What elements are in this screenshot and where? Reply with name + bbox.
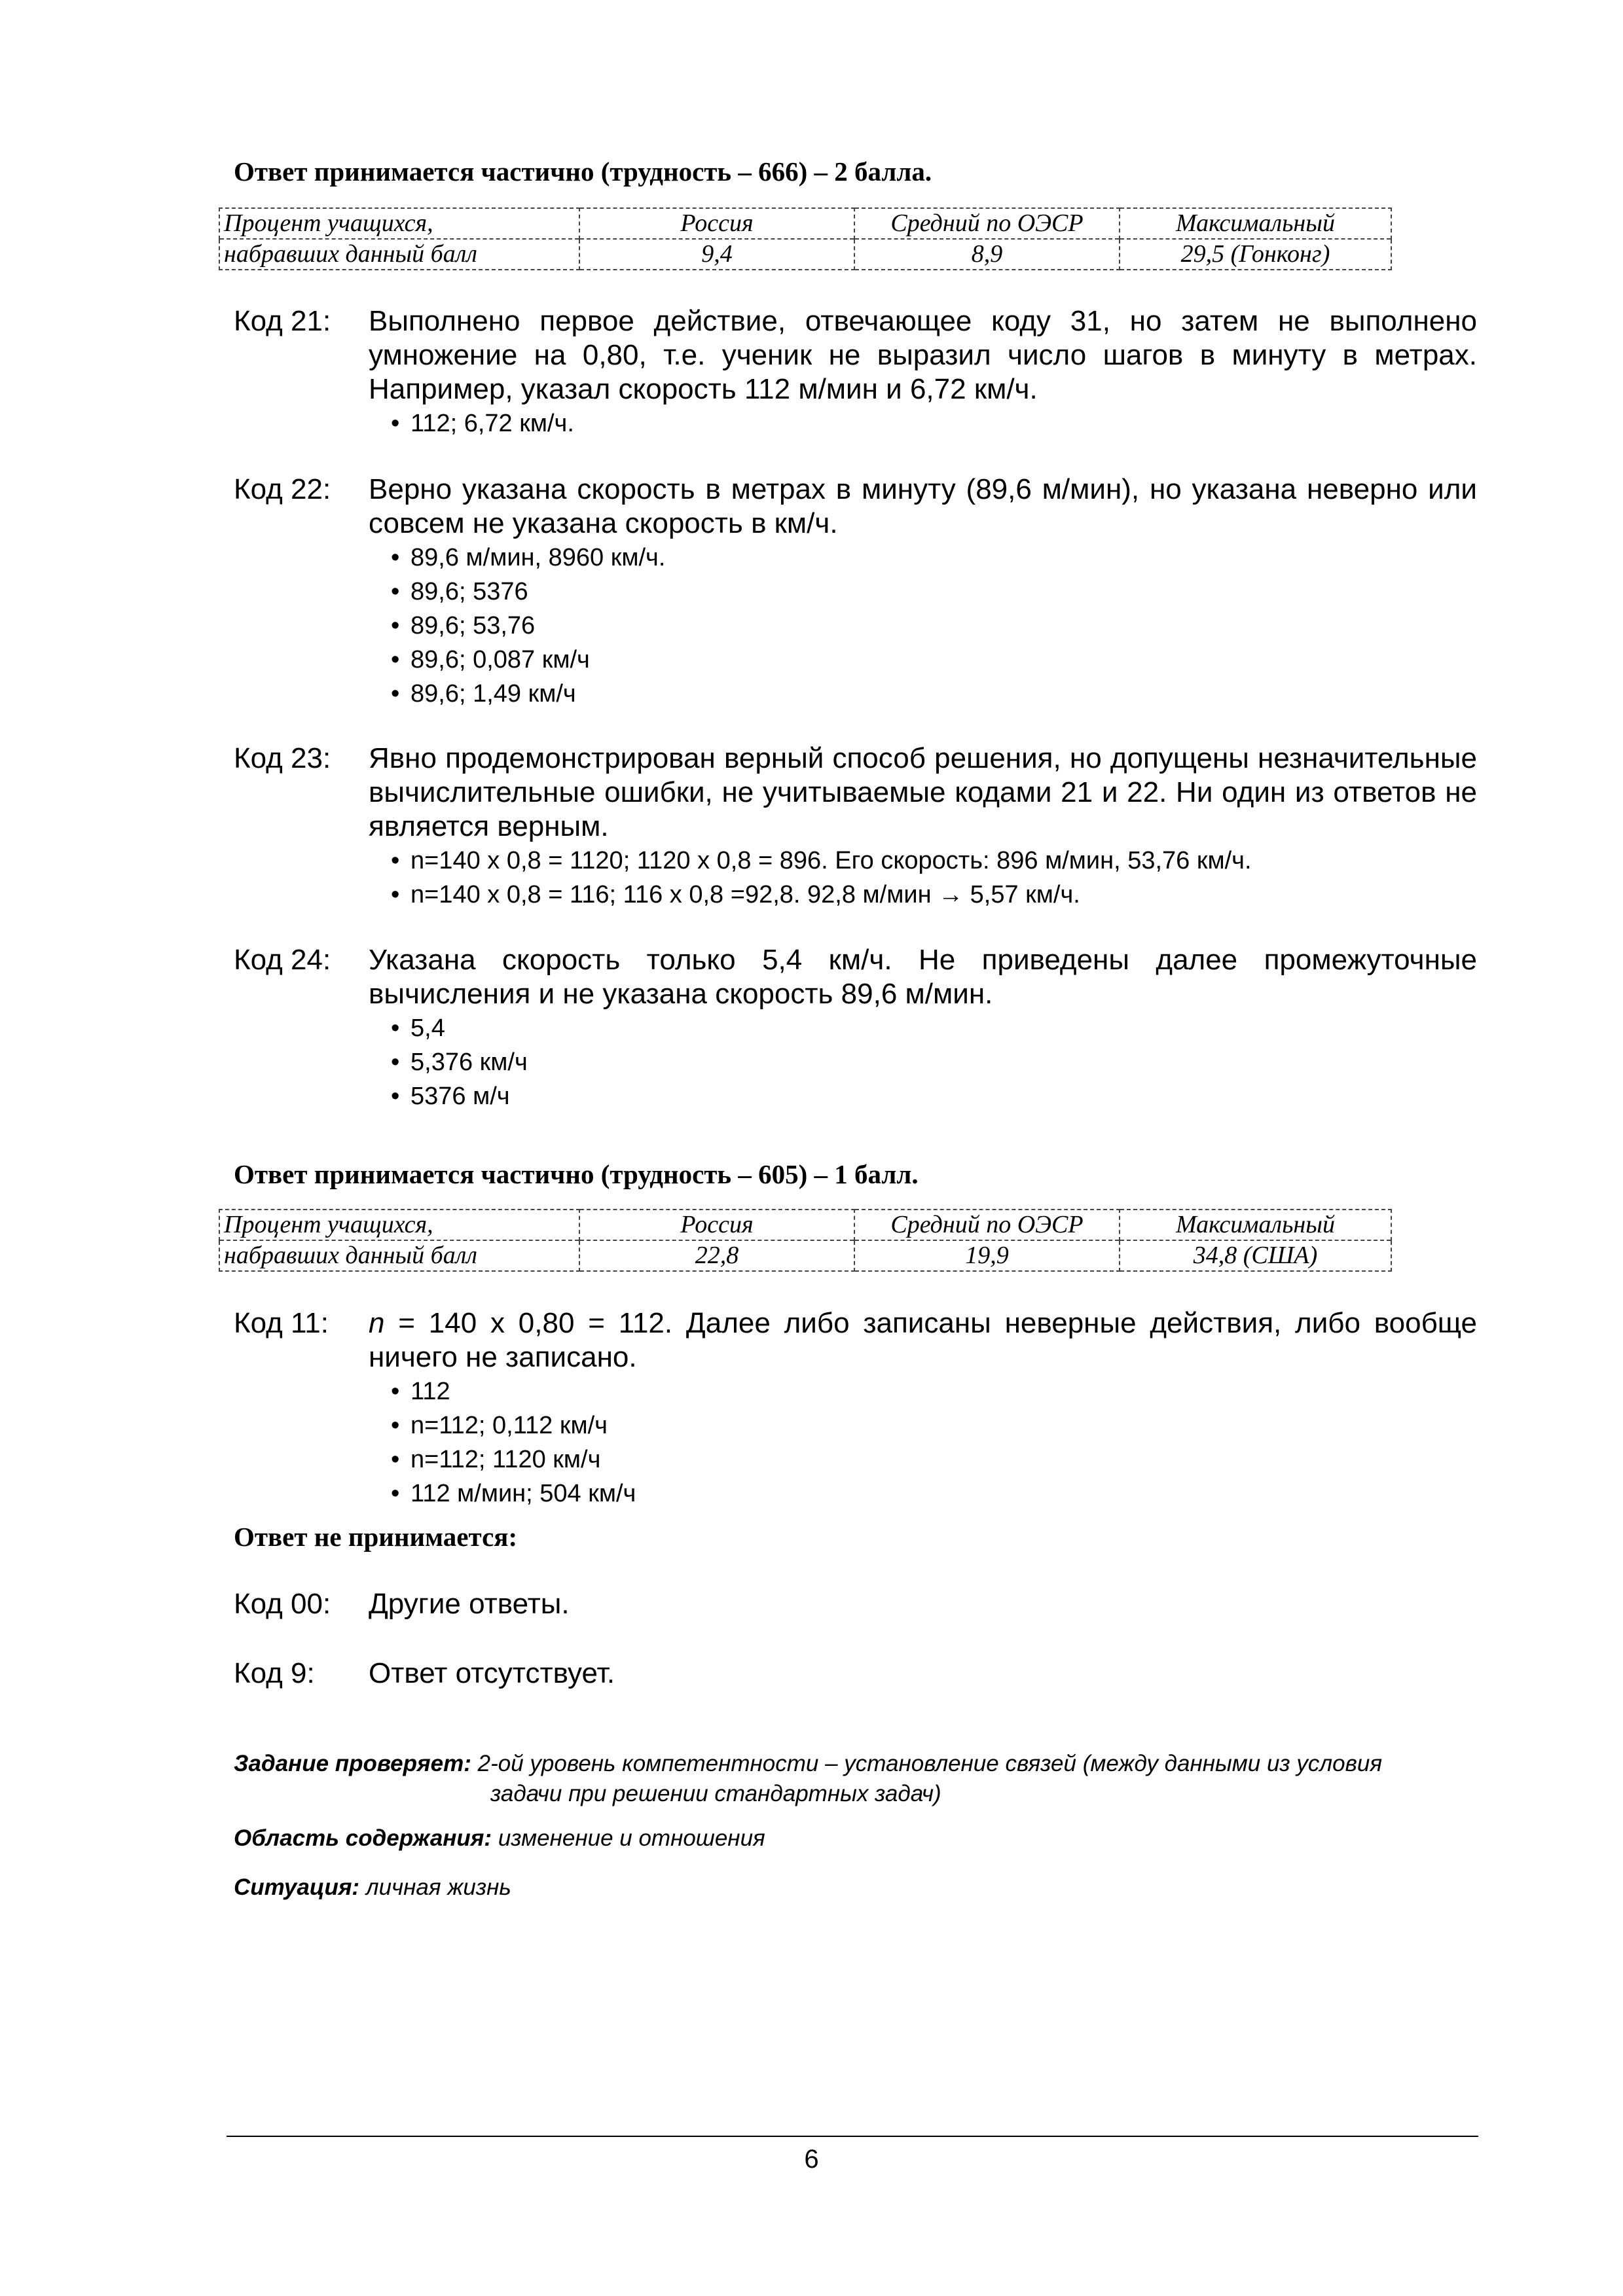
table-cell-label: набравших данный балл [219, 1240, 579, 1271]
list-item: • 5376 м/ч [391, 1079, 1477, 1113]
footer-divider [227, 2136, 1478, 2137]
table-cell-label: Процент учащихся, [219, 1210, 579, 1240]
table-header-max: Максимальный [1120, 208, 1391, 239]
table-row [219, 208, 1391, 239]
code-label: Код 22: [234, 473, 331, 505]
area-text: изменение и отношения [498, 1825, 765, 1851]
table-cell-label: Процент учащихся, [219, 208, 579, 239]
table-header-russia: Россия [579, 1210, 854, 1240]
code-label: Код 9: [234, 1657, 315, 1689]
table-cell-label: набравших данный балл [219, 239, 579, 270]
examples-list [369, 1374, 1477, 1511]
list-item: • 89,6; 53,76 [391, 609, 1477, 643]
table-cell-max: 34,8 (США) [1120, 1240, 1391, 1271]
list-item: • 112; 6,72 км/ч. [391, 406, 1477, 440]
code-description: Другие ответы. [369, 1588, 570, 1620]
bullet-icon: • [391, 1049, 400, 1076]
stats-table-2-points [219, 207, 1392, 270]
list-item: • n=140 x 0,8 = 1120; 1120 x 0,8 = 896. Его скорость: 896 м/мин, 53,76 км/ч. [391, 844, 1477, 878]
list-item: • 89,6; 0,087 км/ч [391, 643, 1477, 677]
section-heading-1-point: Ответ принимается частично (трудность – 605) – 1 балл. [234, 1159, 919, 1189]
list-item: • 112 [391, 1374, 1477, 1408]
code-label: Код 21: [234, 305, 331, 337]
bullet-icon: • [391, 881, 400, 908]
examples-list [369, 844, 1477, 912]
code-description: n = 140 x 0,80 = 112. Далее либо записаны неверные действия, либо вообще ничего не записано. [369, 1307, 1477, 1373]
code-description: Выполнено первое действие, отвечающее коду 31, но затем не выполнено умножение на 0,80, т.е. ученик не выразил число шагов в минуту в метрах. Например, указал скорость 112 м/мин и 6,72 км/ч. [369, 305, 1477, 405]
code-description: Явно продемонстрирован верный способ решения, но допущены незначительные вычислительные ошибки, не учитываемые кодами 21 и 22. Ни один из ответов не является верным. [369, 742, 1477, 842]
code-label: Код 00: [234, 1588, 331, 1620]
code-description: Ответ отсутствует. [369, 1657, 615, 1689]
bullet-icon: • [391, 1378, 400, 1405]
bullet-icon: • [391, 578, 400, 605]
bullet-icon: • [391, 1412, 400, 1439]
list-item: • n=112; 1120 км/ч [391, 1443, 1477, 1477]
list-item: • n=112; 0,112 км/ч [391, 1408, 1477, 1443]
table-row [219, 239, 1391, 270]
table-header-max: Максимальный [1120, 1210, 1391, 1240]
table-header-oecd: Средний по ОЭСР [854, 1210, 1120, 1240]
list-item: • 89,6; 5376 [391, 575, 1477, 609]
examples-list [369, 406, 1477, 440]
section-heading-not-accepted: Ответ не принимается: [234, 1522, 518, 1552]
code-label: Код 23: [234, 742, 331, 774]
table-cell-oecd: 19,9 [854, 1240, 1120, 1271]
table-row [219, 1240, 1391, 1271]
situation-text: личная жизнь [365, 1874, 511, 1900]
list-item: • 89,6 м/мин, 8960 км/ч. [391, 541, 1477, 575]
list-item: • 112 м/мин; 504 км/ч [391, 1477, 1477, 1511]
situation-label: Ситуация: [234, 1874, 360, 1900]
table-cell-russia: 22,8 [579, 1240, 854, 1271]
list-item: • n=140 x 0,8 = 116; 116 x 0,8 =92,8. 92,8 м/мин → 5,57 км/ч. [391, 878, 1477, 912]
task-label: Задание проверяет: [234, 1751, 471, 1776]
bullet-icon: • [391, 1083, 400, 1110]
list-item: • 89,6; 1,49 км/ч [391, 677, 1477, 711]
section-heading-2-points: Ответ принимается частично (трудность – 666) – 2 балла. [234, 156, 932, 187]
task-text-continued: задачи при решении стандартных задач) [490, 1781, 941, 1806]
bullet-icon: • [391, 1446, 400, 1473]
situation-info [234, 1873, 1478, 1903]
table-cell-oecd: 8,9 [854, 239, 1120, 270]
table-cell-max: 29,5 (Гонконг) [1120, 239, 1391, 270]
code-label: Код 11: [234, 1307, 329, 1339]
task-competence-info [234, 1749, 1478, 1809]
bullet-icon: • [391, 410, 400, 437]
content-area-info [234, 1823, 1478, 1854]
task-text: 2-ой уровень компетентности – установление связей (между данными из условия [477, 1751, 1383, 1776]
bullet-icon: • [391, 612, 400, 639]
area-label: Область содержания: [234, 1825, 492, 1851]
bullet-icon: • [391, 1480, 400, 1507]
stats-table-1-point [219, 1209, 1392, 1272]
code-label: Код 24: [234, 944, 331, 976]
examples-list [369, 541, 1477, 711]
table-row [219, 1210, 1391, 1240]
code-description: Указана скорость только 5,4 км/ч. Не приведены далее промежуточные вычисления и не указана скорость 89,6 м/мин. [369, 944, 1477, 1010]
table-header-oecd: Средний по ОЭСР [854, 208, 1120, 239]
bullet-icon: • [391, 680, 400, 708]
list-item: • 5,4 [391, 1011, 1477, 1045]
page-number: 6 [804, 2145, 819, 2174]
examples-list [369, 1011, 1477, 1113]
table-cell-russia: 9,4 [579, 239, 854, 270]
bullet-icon: • [391, 847, 400, 874]
bullet-icon: • [391, 1014, 400, 1042]
bullet-icon: • [391, 646, 400, 673]
bullet-icon: • [391, 544, 400, 571]
list-item: • 5,376 км/ч [391, 1045, 1477, 1079]
table-header-russia: Россия [579, 208, 854, 239]
code-description: Верно указана скорость в метрах в минуту (89,6 м/мин), но указана неверно или совсем не указана скорость в км/ч. [369, 473, 1477, 539]
